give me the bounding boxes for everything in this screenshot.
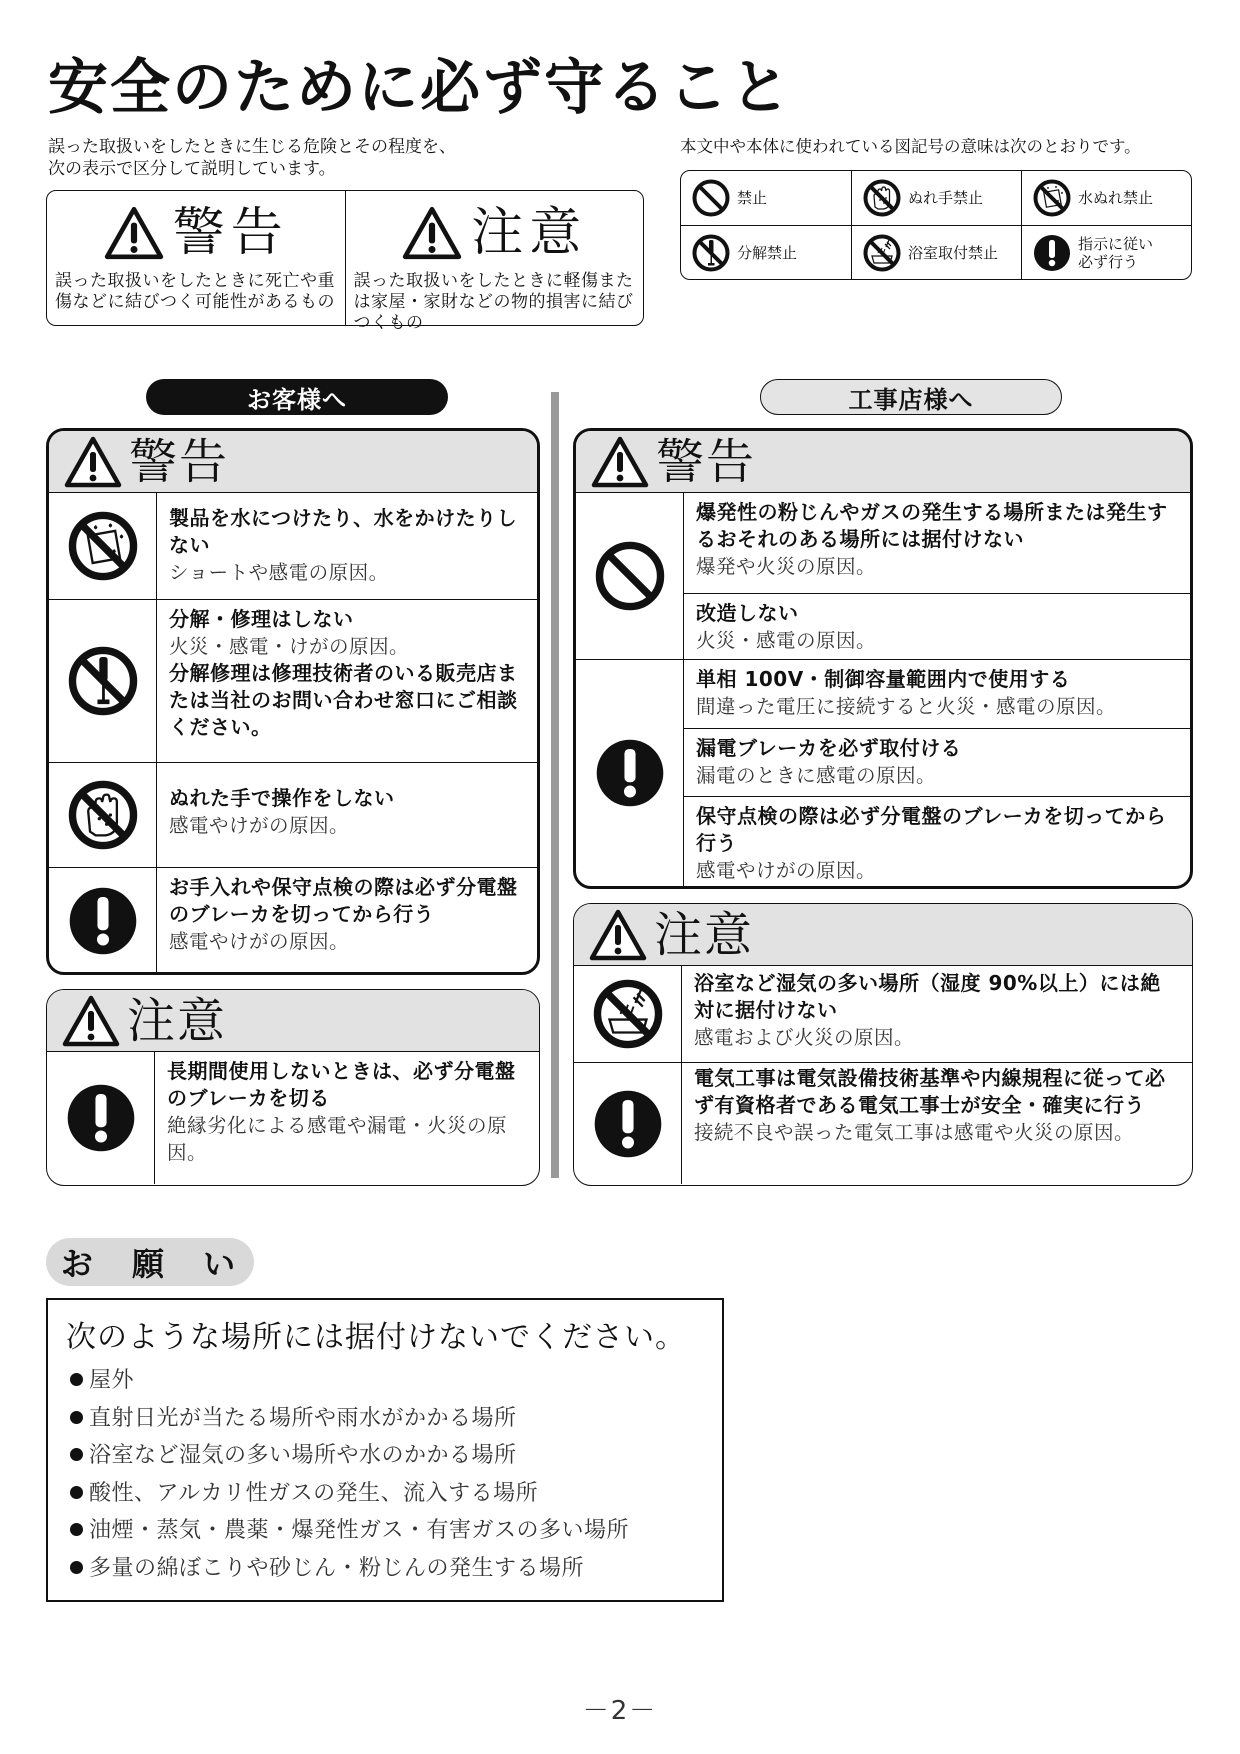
warning-reason: 感電やけがの原因。 (169, 814, 350, 837)
column-divider (551, 392, 559, 1178)
list-item-text: 油煙・蒸気・農薬・爆発性ガス・有害ガスの多い場所 (89, 1518, 630, 1543)
caution-instruction: 電気工事は電気設備技術基準や内線規程に従って必ず有資格者である電気工事士が安全・確実に行う (694, 1066, 1166, 1117)
warning-row (49, 599, 537, 762)
warning-reason: 爆発や火災の原因。 (696, 555, 877, 578)
bullet-icon (70, 1486, 83, 1499)
request-section-label: お 願 い (46, 1238, 254, 1286)
contractor-caution-box (573, 903, 1193, 1186)
list-item (66, 1400, 704, 1438)
list-item (66, 1362, 704, 1400)
warning-triangle-icon (401, 205, 463, 261)
warning-heading: 警告 (129, 433, 230, 490)
warning-reason: 火災・感電・けがの原因。 (169, 635, 410, 658)
bathroom-install-prohibited-icon (862, 233, 902, 273)
warning-instruction: 単相 100V・制御容量範囲内で使用する (696, 667, 1071, 691)
warning-row (49, 493, 537, 599)
warning-instruction: 分解・修理はしない (169, 607, 354, 631)
mandatory-action-icon (593, 736, 667, 810)
caution-reason: 感電および火災の原因。 (694, 1026, 915, 1049)
warning-header (576, 431, 1190, 493)
customer-section-label: お客様へ (146, 379, 448, 415)
water-prohibited-icon (66, 509, 140, 583)
caution-row (574, 966, 1192, 1062)
bullet-icon (70, 1411, 83, 1424)
customer-warning-box (46, 428, 540, 975)
contractor-warning-box (573, 428, 1193, 889)
water-prohibited-icon (1032, 178, 1072, 218)
request-box (46, 1298, 724, 1602)
customer-caution-box (46, 989, 540, 1186)
caution-instruction: 長期間使用しないときは、必ず分電盤のブレーカを切る (167, 1059, 516, 1110)
symbol-label: 浴室取付禁止 (908, 243, 999, 262)
symbol-label: 水ぬれ禁止 (1078, 189, 1154, 207)
warning-reason: 間違った電圧に接続すると火災・感電の原因。 (696, 695, 1117, 718)
symbol-label: 禁止 (737, 189, 768, 207)
symbol-legend-item (681, 171, 851, 225)
warning-instruction: 保守点検の際は必ず分電盤のブレーカを切ってから行う (696, 804, 1167, 855)
prohibition-icon (593, 539, 667, 613)
list-item (66, 1437, 704, 1475)
wet-hands-prohibited-icon (862, 178, 902, 218)
bullet-icon (70, 1523, 83, 1536)
symbol-legend-item (851, 171, 1021, 225)
signal-caution-description: 誤った取扱いをしたときに軽傷または家屋・家財などの物的損害に結びつくもの (353, 271, 634, 333)
warning-triangle-icon (590, 435, 650, 489)
request-heading: 次のような場所には据付けないでください。 (66, 1320, 686, 1355)
warning-triangle-icon (61, 994, 121, 1048)
list-item (66, 1550, 704, 1588)
symbol-legend-item (1021, 171, 1191, 225)
bullet-icon (70, 1448, 83, 1461)
warning-row-group (576, 659, 1190, 886)
bullet-icon (70, 1561, 83, 1574)
symbol-legend-item (1021, 225, 1191, 279)
list-item-text: 酸性、アルカリ性ガスの発生、流入する場所 (89, 1480, 539, 1506)
page-number: －2－ (582, 1696, 658, 1726)
warning-heading: 警告 (656, 433, 757, 490)
warning-instruction: 改造しない (696, 601, 799, 625)
mandatory-action-icon (1032, 233, 1072, 273)
mandatory-action-icon (64, 1081, 138, 1155)
warning-instruction: お手入れや保守点検の際は必ず分電盤のブレーカを切ってから行う (169, 875, 518, 926)
warning-reason: ショートや感電の原因。 (169, 561, 389, 584)
signal-word-legend (46, 190, 644, 333)
symbol-label-line-1: 指示に従い (1078, 234, 1154, 253)
list-item (66, 1475, 704, 1513)
signal-warning-cell (47, 191, 345, 325)
list-item (66, 1512, 704, 1550)
warning-instruction: 爆発性の粉じんやガスの発生する場所または発生するおそれのある場所には据付けない (696, 500, 1168, 551)
caution-heading: 注意 (127, 992, 228, 1049)
list-item-text: 浴室など湿気の多い場所や水のかかる場所 (89, 1443, 517, 1468)
warning-reason: 漏電のときに感電の原因。 (696, 764, 937, 787)
caution-reason: 絶縁劣化による感電や漏電・火災の原因。 (167, 1114, 508, 1164)
signal-warning-description: 誤った取扱いをしたときに死亡や重傷などに結びつく可能性があるもの (55, 271, 335, 312)
mandatory-action-icon (66, 884, 140, 958)
warning-instruction: ぬれた手で操作をしない (169, 786, 395, 810)
intro-line-2: 次の表示で区分して説明しています。 (48, 159, 336, 179)
warning-instruction-extra: 分解修理は修理技術者のいる販売店または当社のお問い合わせ窓口にご相談ください。 (169, 661, 518, 739)
wet-hands-prohibited-icon (66, 778, 140, 852)
symbol-legend-item (681, 225, 851, 279)
list-item-text: 直射日光が当たる場所や雨水がかかる場所 (89, 1405, 517, 1431)
caution-row (574, 1062, 1192, 1184)
symbol-legend-item (851, 225, 1021, 279)
list-item-text: 屋外 (89, 1368, 135, 1393)
caution-header (47, 990, 539, 1052)
disassembly-prohibited-icon (66, 644, 140, 718)
warning-row-group (576, 493, 1190, 659)
caution-reason: 接続不良や誤った電気工事は感電や火災の原因。 (694, 1121, 1135, 1144)
warning-reason: 火災・感電の原因。 (696, 629, 877, 652)
symbol-label (1078, 235, 1153, 271)
caution-instruction: 浴室など湿気の多い場所（湿度 90%以上）には絶対に据付けない (694, 971, 1161, 1022)
signal-word-caution: 注意 (471, 203, 588, 263)
symbol-label: ぬれ手禁止 (908, 189, 984, 207)
symbol-legend (680, 170, 1192, 280)
caution-header (574, 904, 1192, 966)
page-title: 安全のために必ず守ること (48, 53, 792, 123)
bullet-icon (70, 1373, 83, 1386)
warning-row (49, 867, 537, 973)
caution-heading: 注意 (654, 906, 755, 963)
caution-row (47, 1052, 539, 1184)
warning-row (49, 762, 537, 867)
warning-triangle-icon (588, 908, 648, 962)
intro-text (48, 136, 648, 180)
contractor-section-label: 工事店様へ (760, 379, 1062, 415)
warning-reason: 感電やけがの原因。 (696, 859, 877, 882)
warning-header (49, 431, 537, 493)
warning-instruction: 漏電ブレーカを必ず取付ける (696, 736, 962, 760)
warning-reason: 感電やけがの原因。 (169, 930, 350, 953)
intro-line-1: 誤った取扱いをしたときに生じる危険とその程度を、 (48, 137, 456, 157)
warning-instruction: 製品を水につけたり、水をかけたりしない (169, 506, 518, 557)
disassembly-prohibited-icon (691, 233, 731, 273)
list-item-text: 多量の綿ぼこりや砂じん・粉じんの発生する場所 (89, 1555, 585, 1581)
signal-caution-cell (345, 191, 644, 333)
warning-triangle-icon (103, 205, 165, 261)
warning-rows (49, 493, 537, 973)
warning-triangle-icon (63, 435, 123, 489)
prohibition-icon (691, 178, 731, 218)
mandatory-action-icon (591, 1087, 665, 1161)
symbol-label-line-2: 必ず行う (1078, 252, 1139, 271)
symbol-legend-intro: 本文中や本体に使われている図記号の意味は次のとおりです。 (680, 137, 1141, 156)
signal-word-warning: 警告 (172, 203, 289, 263)
symbol-label: 分解禁止 (737, 243, 798, 262)
bathroom-install-prohibited-icon (591, 977, 665, 1051)
